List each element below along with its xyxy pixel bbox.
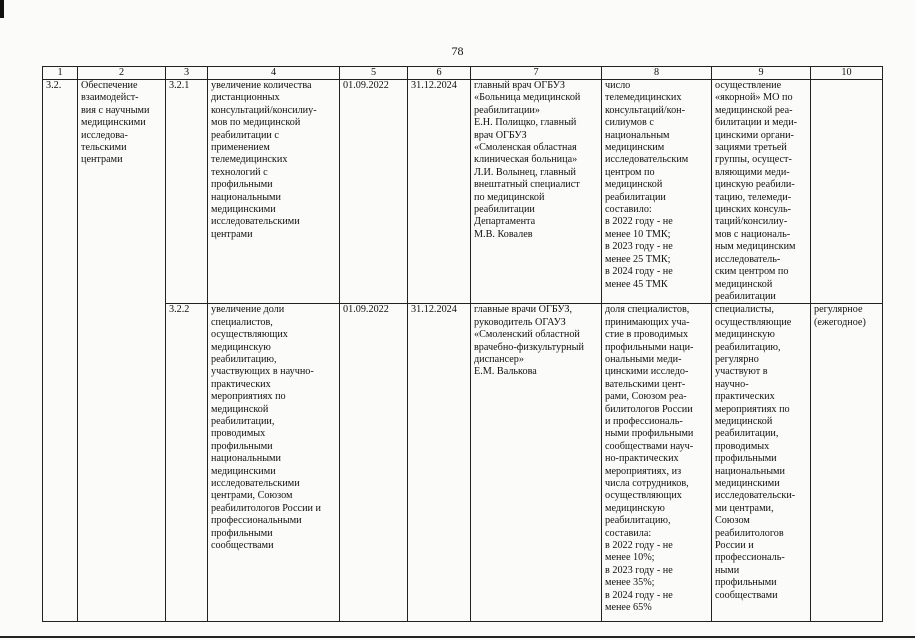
- column-header: 2: [78, 67, 166, 80]
- periodicity-cell: регулярное (ежегодное): [811, 304, 883, 622]
- table-row: [43, 304, 883, 622]
- activity-cell: увеличение доли специалистов, осуществляющих медицинскую реабилитацию, участвующих в научно- практических мероприятиях по медицинской реабилитации, проводимых профильными национальными медицинскими исследовательскими центрами, Союзом реабилитологов России и профессиональными профильными сообществами: [208, 304, 340, 622]
- responsible-cell: главный врач ОГБУЗ «Больница медицинской реабилитации» Е.Н. Полищко, главный врач ОГБУЗ «Смоленская областная клиническая больница» Л.И. Волынец, главный внештатный специалист по медицинской реабилитации Департамента М.В. Ковалев: [471, 80, 602, 304]
- result-cell: осуществление «якорной» МО по медицинской реа- билитации и меди- цинскими органи- зациями третьей группы, осущест- вляющими меди- цинскую реабили- тацию, телемеди- цинских консуль- таций/консилиу- мов с националь- ным медицинским исследователь- ским центром по медицинской реабилитации: [712, 80, 811, 304]
- end-date-cell: 31.12.2024: [408, 304, 471, 622]
- activity-cell: увеличение количества дистанционных консультаций/консилиу- мов по медицинской реабилитации с применением телемедицинских технологий с профильными национальными медицинскими исследовательскими центрами: [208, 80, 340, 304]
- scan-bottom-edge: [0, 636, 915, 638]
- start-date-cell: 01.09.2022: [340, 304, 408, 622]
- responsible-cell: главные врачи ОГБУЗ, руководитель ОГАУЗ «Смоленский областной врачебно-физкультурный диспансер» Е.М. Валькова: [471, 304, 602, 622]
- result-cell: специалисты, осуществляющие медицинскую реабилитацию, регулярно участвуют в научно- практических мероприятиях по медицинской реабилитации, проводимых профильными национальными медицинскими исследовательски- ми центрами, Союзом реабилитологов России и профессиональ- ными профильными сообществами: [712, 304, 811, 622]
- column-header: 4: [208, 67, 340, 80]
- end-date-cell: 31.12.2024: [408, 80, 471, 304]
- indicator-cell: число телемедицинских консультаций/кон- силиумов с национальным медицинским исследовательским центром по медицинской реабилитации составило: в 2022 году - не менее 10 ТМК; в 2023 году - не менее 25 ТМК; в 2024 году - не менее 45 ТМК: [602, 80, 712, 304]
- measures-table: [42, 66, 883, 622]
- column-header: 1: [43, 67, 78, 80]
- column-header: 8: [602, 67, 712, 80]
- column-number-row: [43, 67, 883, 80]
- measure-code-cell: 3.2.1: [166, 80, 208, 304]
- column-header: 10: [811, 67, 883, 80]
- periodicity-cell: [811, 80, 883, 304]
- scan-edge-mark: [0, 0, 4, 18]
- section-title-cell: Обеспечение взаимодейст- вия с научными медицинскими исследова- тельскими центрами: [78, 80, 166, 622]
- section-number-cell: 3.2.: [43, 80, 78, 622]
- measure-code-cell: 3.2.2: [166, 304, 208, 622]
- indicator-cell: доля специалистов, принимающих уча- стие в проводимых профильными наци- ональными меди- цинскими исследо- вательскими цент- рами, Союзом реа- билитологов России и профессиональ- ными профильными сообществами науч- но-практических мероприятиях, из числа сотрудников, осуществляющих медицинскую реабилитацию, составила: в 2022 году - не менее 10%; в 2023 году - не менее 35%; в 2024 году - не менее 65%: [602, 304, 712, 622]
- column-header: 6: [408, 67, 471, 80]
- column-header: 5: [340, 67, 408, 80]
- column-header: 9: [712, 67, 811, 80]
- start-date-cell: 01.09.2022: [340, 80, 408, 304]
- column-header: 3: [166, 67, 208, 80]
- table-row: [43, 80, 883, 304]
- column-header: 7: [471, 67, 602, 80]
- page-number: 78: [451, 44, 464, 58]
